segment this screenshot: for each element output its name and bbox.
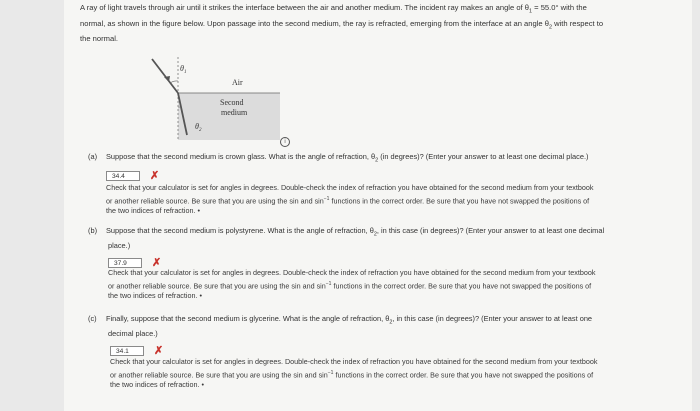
part-b-feedback: Check that your calculator is set for angles in degrees. Double-check the index of refraction you have obtained for the second medium from your textbook or another reliable source. Be sure that you are using the sin and $\sin^{-1}$ functions in the correct order. Be sure that you have not swapped the positions of the two indices of refraction. •: [108, 268, 596, 301]
incorrect-icon: ✗: [154, 345, 164, 357]
incident-arrow: [164, 76, 170, 82]
part-c-question: (c) Finally, suppose that the second medium is glycerine. What is the angle of refraction, $\theta_2$, in this case (in degrees)? (Enter your answer to at least one decimal place.): [88, 314, 593, 339]
theta1-label: $\theta_1$: [180, 64, 187, 75]
part-b-answer-input[interactable]: 37.9: [108, 258, 142, 268]
part-a-question: (a) Suppose that the second medium is crown glass. What is the angle of refraction, $\theta_2$ (in degrees)? (Enter your answer to at least one decimal place.): [88, 152, 589, 164]
part-c-feedback: Check that your calculator is set for angles in degrees. Double-check the index of refraction you have obtained for the second medium from your textbook or another reliable source. Be sure that you are using the sin and $\sin^{-1}$ functions in the correct order. Be sure that you have not swapped the positions of the two indices of refraction. •: [110, 357, 598, 390]
part-a-feedback: Check that your calculator is set for angles in degrees. Double-check the index of refraction you have obtained for the second medium from your textbook or another reliable source. Be sure that you are using the sin and $\sin^{-1}$ functions in the correct order. Be sure that you have not swapped the positions of the two indices of refraction. •: [106, 183, 594, 216]
incorrect-icon: ✗: [152, 257, 162, 269]
problem-statement: A ray of light travels through air until it strikes the interface between the air and another medium. The incident ray makes an angle of $\theta_1 = 55.0^\circ$ with the normal, as shown in the figure below. Upon passage into the second medium, the ray is refracted, emerging from the interface at an angle $\theta_2$ with respect to the normal.: [80, 3, 604, 44]
incident-ray: [152, 59, 178, 93]
part-b-question: (b) Suppose that the second medium is polystyrene. What is the angle of refraction, $\theta_2$, in this case (in degrees)? (Enter your answer to at least one decimal place.): [88, 226, 605, 251]
part-a-answer-input[interactable]: 34.4: [106, 171, 140, 181]
second-medium-label: Second: [220, 98, 244, 107]
air-label: Air: [232, 78, 243, 87]
info-icon[interactable]: i: [280, 137, 290, 147]
theta2-label: $\theta_2$: [195, 122, 202, 133]
incorrect-icon: ✗: [150, 170, 160, 182]
part-c-answer-input[interactable]: 34.1: [110, 346, 144, 356]
refraction-figure: [150, 55, 280, 140]
medium-label: medium: [221, 108, 248, 117]
